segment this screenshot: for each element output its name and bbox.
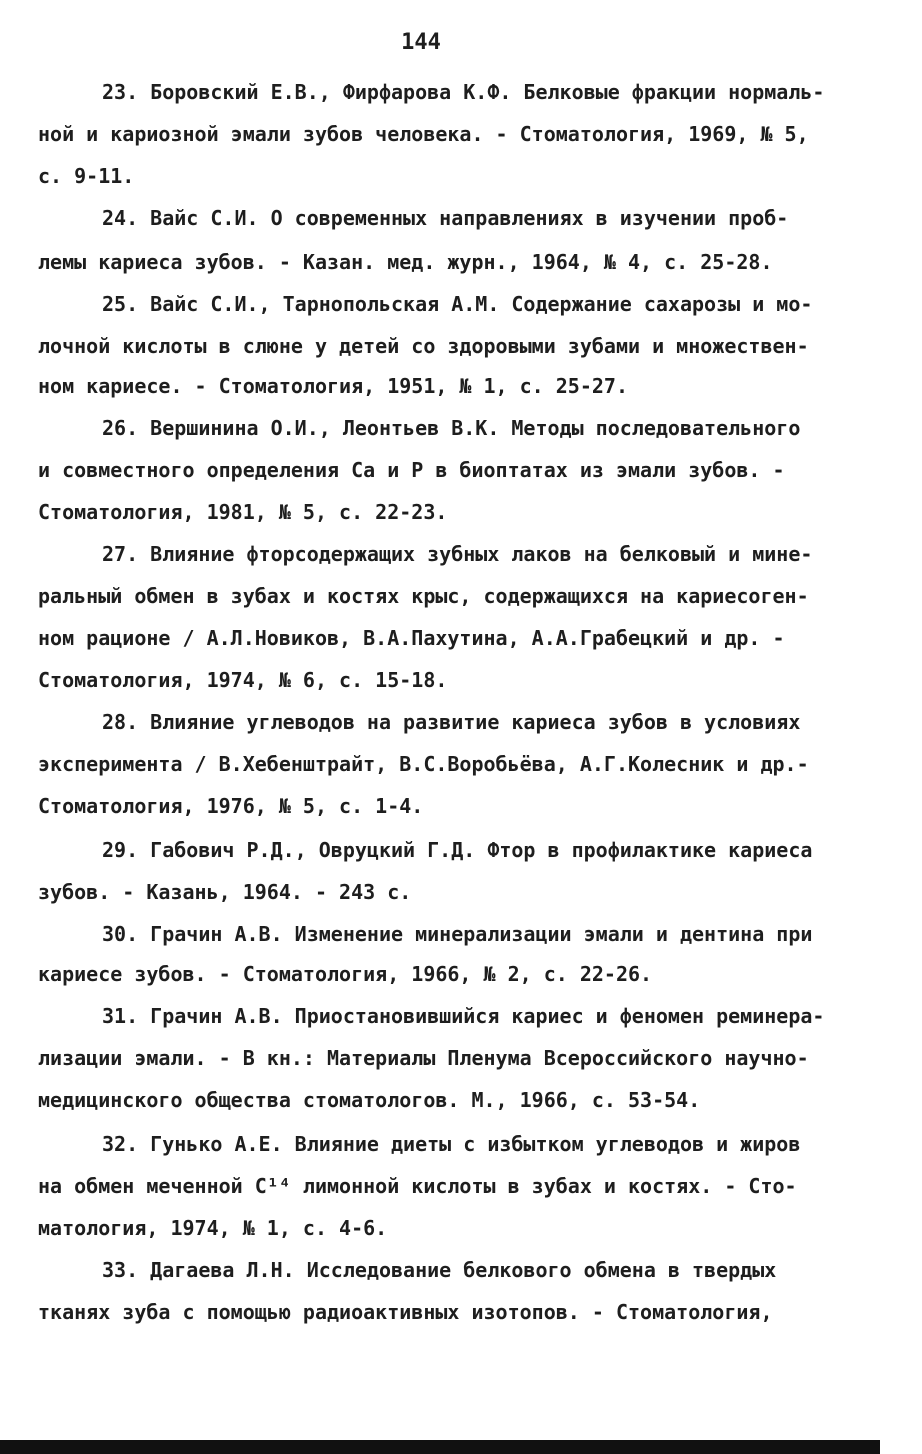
ref-32-line-2: на обмен меченной С¹⁴ лимонной кислоты в зубах и костях. - Сто- [38, 1174, 797, 1198]
ref-27-line-2: ральный обмен в зубах и костях крыс, содержащихся на кариесоген- [38, 584, 809, 608]
ref-25-line-3: ном кариесе. - Стоматология, 1951, № 1, с. 25-27. [38, 374, 629, 398]
ref-26-line-1: 26. Вершинина О.И., Леонтьев В.К. Методы последовательного [102, 416, 801, 440]
ref-26-line-3: Стоматология, 1981, № 5, с. 22-23. [38, 500, 448, 524]
ref-24-line-2: лемы кариеса зубов. - Казан. мед. журн., 1964, № 4, с. 25-28. [38, 250, 773, 274]
ref-26-line-2: и совместного определения Са и Р в биоптатах из эмали зубов. - [38, 458, 785, 482]
ref-33-line-2: тканях зуба с помощью радиоактивных изотопов. - Стоматология, [38, 1300, 773, 1324]
ref-23-line-1: 23. Боровский Е.В., Фирфарова К.Ф. Белковые фракции нормаль- [102, 80, 825, 104]
ref-30-line-2: кариесе зубов. - Стоматология, 1966, № 2, с. 22-26. [38, 962, 653, 986]
ref-29-line-1: 29. Габович Р.Д., Овруцкий Г.Д. Фтор в профилактике кариеса [102, 838, 813, 862]
ref-25-line-1: 25. Вайс С.И., Тарнопольская А.М. Содержание сахарозы и мо- [102, 292, 813, 316]
ref-27-line-1: 27. Влияние фторсодержащих зубных лаков на белковый и мине- [102, 542, 813, 566]
ref-27-line-3: ном рационе / А.Л.Новиков, В.А.Пахутина, А.А.Грабецкий и др. - [38, 626, 785, 650]
ref-31-line-2: лизации эмали. - В кн.: Материалы Пленума Всероссийского научно- [38, 1046, 809, 1070]
scan-bottom-edge [0, 1440, 880, 1454]
ref-31-line-3: медицинского общества стоматологов. М., 1966, с. 53-54. [38, 1088, 701, 1112]
ref-29-line-2: зубов. - Казань, 1964. - 243 с. [38, 880, 412, 904]
ref-28-line-3: Стоматология, 1976, № 5, с. 1-4. [38, 794, 424, 818]
ref-31-line-1: 31. Грачин А.В. Приостановившийся кариес и феномен реминера- [102, 1004, 825, 1028]
ref-25-line-2: лочной кислоты в слюне у детей со здоровыми зубами и множествен- [38, 334, 809, 358]
ref-30-line-1: 30. Грачин А.В. Изменение минерализации эмали и дентина при [102, 922, 813, 946]
ref-28-line-1: 28. Влияние углеводов на развитие кариеса зубов в условиях [102, 710, 801, 734]
ref-27-line-4: Стоматология, 1974, № 6, с. 15-18. [38, 668, 448, 692]
page-number: 144 [401, 30, 441, 55]
ref-33-line-1: 33. Дагаева Л.Н. Исследование белкового обмена в твердых [102, 1258, 777, 1282]
ref-23-line-2: ной и кариозной эмали зубов человека. - Стоматология, 1969, № 5, [38, 122, 809, 146]
ref-32-line-3: матология, 1974, № 1, с. 4-6. [38, 1216, 388, 1240]
ref-24-line-1: 24. Вайс С.И. О современных направлениях в изучении проб- [102, 206, 789, 230]
ref-23-line-3: с. 9-11. [38, 164, 135, 188]
ref-28-line-2: эксперимента / В.Хебенштрайт, В.С.Воробьёва, А.Г.Колесник и др.- [38, 752, 809, 776]
ref-32-line-1: 32. Гунько А.Е. Влияние диеты с избытком углеводов и жиров [102, 1132, 801, 1156]
